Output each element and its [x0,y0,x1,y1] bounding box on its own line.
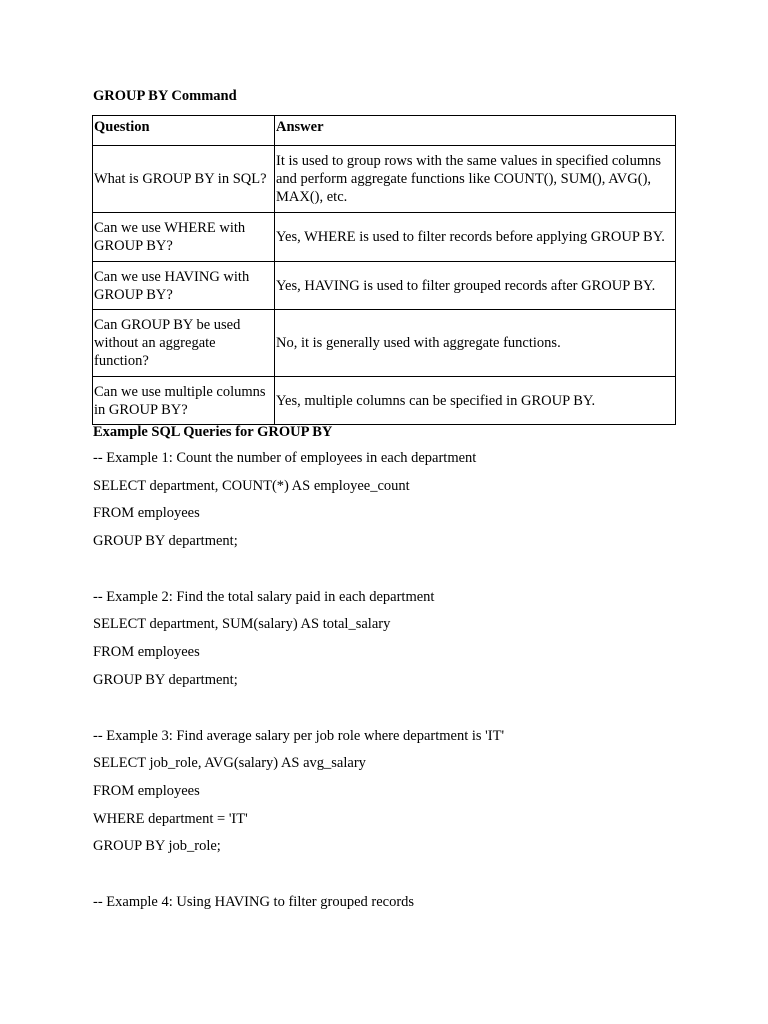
answer-cell: Yes, WHERE is used to filter records before applying GROUP BY. [275,213,676,262]
header-answer: Answer [275,116,676,146]
example-comment: -- Example 2: Find the total salary paid in each department [93,588,435,605]
question-cell: Can we use multiple columns in GROUP BY? [93,377,275,425]
table-row [93,146,676,213]
sql-line: GROUP BY job_role; [93,838,221,855]
question-cell: What is GROUP BY in SQL? [93,146,275,213]
question-cell: Can GROUP BY be used without an aggregate function? [93,310,275,377]
example-comment: -- Example 4: Using HAVING to filter grouped records [93,893,415,910]
spacer [93,699,693,727]
table-row [93,262,676,310]
table-row [93,213,676,262]
sql-line: FROM employees [93,782,200,799]
sql-line: GROUP BY department; [93,671,238,688]
examples-section [93,423,693,921]
sql-line: SELECT job_role, AVG(salary) AS avg_salary [93,755,366,772]
sql-line: GROUP BY department; [93,533,238,550]
sql-line: SELECT department, COUNT(*) AS employee_count [93,477,410,494]
answer-cell: Yes, HAVING is used to filter grouped records after GROUP BY. [275,262,676,310]
table-row [93,310,676,377]
sql-line: FROM employees [93,505,200,522]
question-cell: Can we use HAVING with GROUP BY? [93,262,275,310]
header-question: Question [93,116,275,146]
table-header-row [93,116,676,146]
answer-cell: It is used to group rows with the same values in specified columns and perform aggregate functions like COUNT(), SUM(), AVG(), MAX(), etc. [275,146,676,213]
answer-cell: No, it is generally used with aggregate functions. [275,310,676,377]
spacer [93,865,693,893]
spacer [93,560,693,588]
table-row [93,377,676,425]
example-comment: -- Example 1: Count the number of employees in each department [93,450,477,466]
question-cell: Can we use WHERE with GROUP BY? [93,213,275,262]
document-title: GROUP BY Command [93,88,237,104]
sql-line: WHERE department = 'IT' [93,810,248,827]
examples-heading: Example SQL Queries for GROUP BY [93,424,333,440]
sql-line: SELECT department, SUM(salary) AS total_salary [93,616,391,633]
qa-table [92,115,676,425]
answer-cell: Yes, multiple columns can be specified in GROUP BY. [275,377,676,425]
example-comment: -- Example 3: Find average salary per job role where department is 'IT' [93,727,505,744]
sql-line: FROM employees [93,644,200,661]
